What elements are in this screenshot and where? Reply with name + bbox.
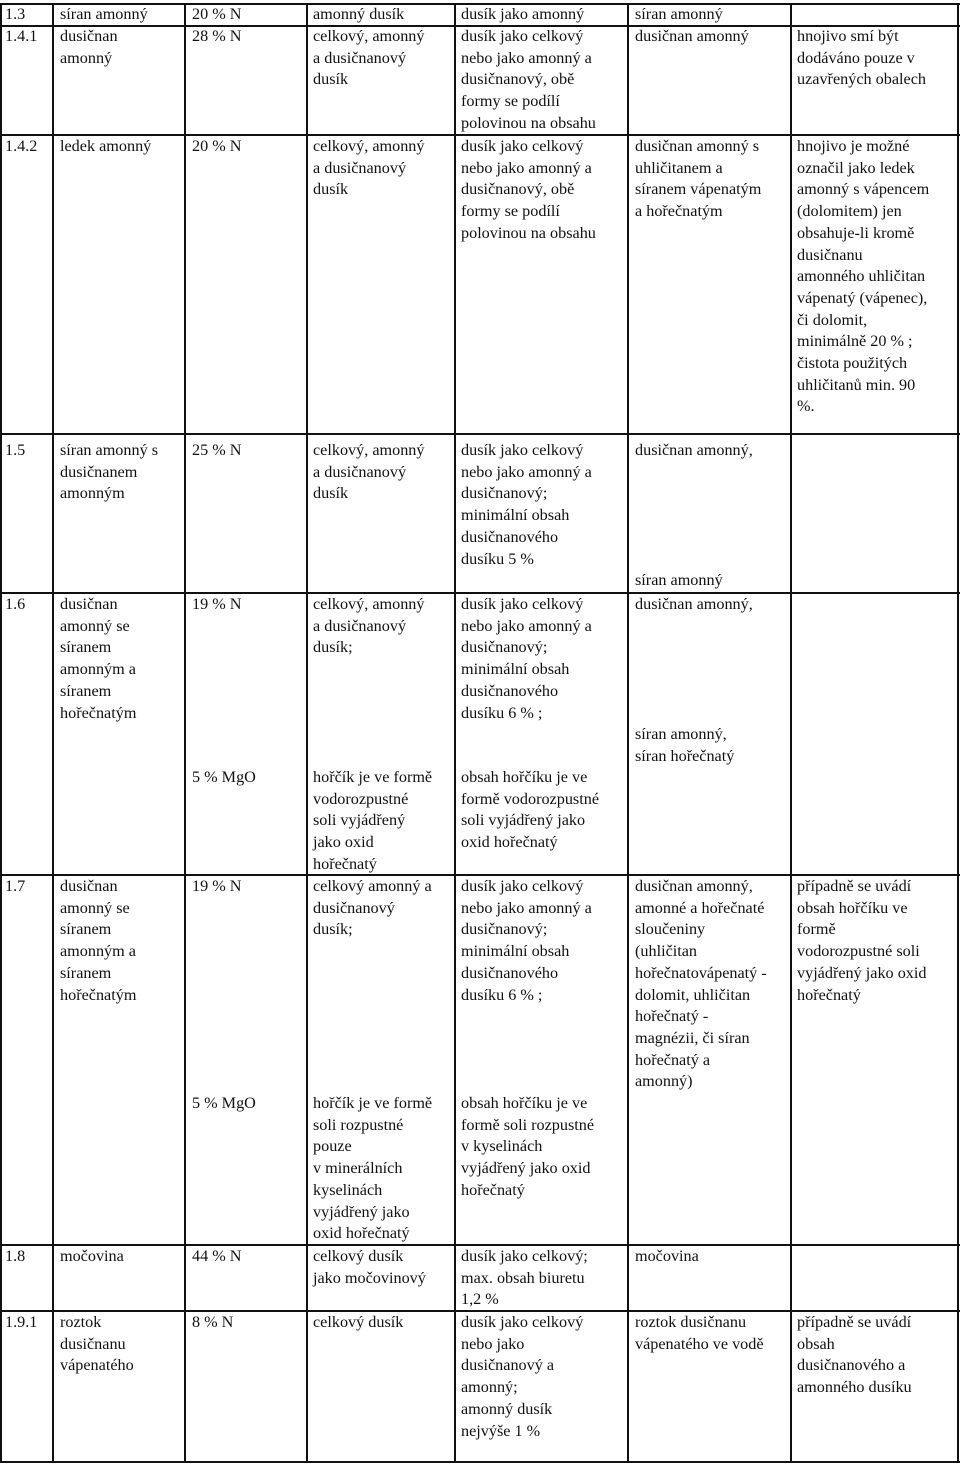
table-border-bottom xyxy=(0,1461,960,1463)
fertilizer-type-cell: ledek amonný xyxy=(60,137,152,155)
nutrient-content-cell: 8 % N xyxy=(192,1313,234,1331)
item-number-cell: 1.5 xyxy=(5,441,26,459)
fertilizer-type-cell: síran amonný s dusičnanem amonným xyxy=(60,441,159,503)
composition-cell: roztok dusičnanu vápenatého ve vodě xyxy=(635,1313,764,1353)
fertilizer-type-cell: roztok dusičnanu vápenatého xyxy=(60,1313,134,1375)
nutrient-content-cell: 28 % N xyxy=(192,27,242,45)
declaration-cell: dusík jako celkový nebo jako amonný a dusičnanový; minimální obsah dusičnanového dusíku 5 % xyxy=(461,441,592,568)
declaration-cell: dusík jako celkový nebo jako amonný a dusičnanový, obě formy se podílí polovinou na obsahu xyxy=(461,27,596,132)
nitrogen-form-cell: hořčík je ve formě vodorozpustné soli vyjádřený jako oxid hořečnatý xyxy=(313,768,433,873)
nutrient-content-cell: 5 % MgO xyxy=(192,1094,256,1112)
composition-cell: dusičnan amonný, xyxy=(635,595,753,613)
nitrogen-form-cell: celkový dusík xyxy=(313,1313,404,1331)
declaration-cell: dusík jako celkový nebo jako amonný a dusičnanový; minimální obsah dusičnanového dusíku 6 % ; xyxy=(461,595,592,722)
note-cell: případně se uvádí obsah dusičnanového a amonného dusíku xyxy=(797,1313,912,1397)
declaration-cell: dusík jako celkový; max. obsah biuretu 1,2 % xyxy=(461,1247,588,1309)
composition-cell: močovina xyxy=(635,1247,699,1265)
declaration-cell: obsah hořčíku je ve formě soli rozpustné v kyselinách vyjádřený jako oxid hořečnatý xyxy=(461,1094,595,1199)
nutrient-content-cell: 19 % N xyxy=(192,595,242,613)
nutrient-content-cell: 20 % N xyxy=(192,5,242,23)
nutrient-content-cell: 44 % N xyxy=(192,1247,242,1265)
composition-cell: síran amonný xyxy=(635,571,723,589)
item-number-cell: 1.3 xyxy=(5,5,26,23)
item-number-cell: 1.8 xyxy=(5,1247,26,1265)
row-divider xyxy=(0,433,960,435)
nitrogen-form-cell: celkový, amonný a dusičnanový dusík xyxy=(313,137,425,199)
nitrogen-form-cell: hořčík je ve formě soli rozpustné pouze v minerálních kyselinách vyjádřený jako oxid hořečnatý xyxy=(313,1094,433,1243)
fertilizer-type-cell: dusičnan amonný se síranem amonným a síranem hořečnatým xyxy=(60,595,137,722)
composition-cell: dusičnan amonný s uhličitanem a síranem vápenatým a hořečnatým xyxy=(635,137,762,221)
declaration-cell: obsah hořčíku je ve formě vodorozpustné soli vyjádřený jako oxid hořečnatý xyxy=(461,768,600,852)
nutrient-content-cell: 5 % MgO xyxy=(192,768,256,786)
composition-cell: dusičnan amonný, xyxy=(635,441,753,459)
nitrogen-form-cell: celkový dusík jako močovinový xyxy=(313,1247,426,1287)
nitrogen-form-cell: celkový amonný a dusičnanový dusík; xyxy=(313,877,432,939)
nitrogen-form-cell: amonný dusík xyxy=(313,5,405,23)
note-cell: případně se uvádí obsah hořčíku ve formě vodorozpustné soli vyjádřený jako oxid hořečnatý xyxy=(797,877,927,1004)
composition-cell: síran amonný xyxy=(635,5,723,23)
fertilizer-type-cell: močovina xyxy=(60,1247,124,1265)
declaration-cell: dusík jako amonný xyxy=(461,5,585,23)
composition-cell: síran amonný, síran hořečnatý xyxy=(635,725,735,765)
declaration-cell: dusík jako celkový nebo jako amonný a dusičnanový; minimální obsah dusičnanového dusíku 6 % ; xyxy=(461,877,592,1004)
item-number-cell: 1.9.1 xyxy=(5,1313,38,1331)
nitrogen-form-cell: celkový, amonný a dusičnanový dusík; xyxy=(313,595,425,657)
note-cell: hnojivo je možné označil jako ledek amonný s vápencem (dolomitem) jen obsahuje-li kromě dusičnanu amonného uhličitan vápenatý (vápenec), či dolomit, minimálně 20 % ; čistota použitých uhličitanů min. 90 %. xyxy=(797,137,930,416)
item-number-cell: 1.7 xyxy=(5,877,26,895)
composition-cell: dusičnan amonný, amonné a hořečnaté sloučeniny (uhličitan hořečnatovápenatý - dolomit, uhličitan hořečnatý - magnézii, či síran hořečnatý a amonný) xyxy=(635,877,767,1091)
item-number-cell: 1.4.2 xyxy=(5,137,38,155)
nutrient-content-cell: 19 % N xyxy=(192,877,242,895)
fertilizer-type-cell: dusičnan amonný xyxy=(60,27,118,67)
item-number-cell: 1.6 xyxy=(5,595,26,613)
nutrient-content-cell: 25 % N xyxy=(192,441,242,459)
nutrient-content-cell: 20 % N xyxy=(192,137,242,155)
fertilizer-type-cell: síran amonný xyxy=(60,5,148,23)
nitrogen-form-cell: celkový, amonný a dusičnanový dusík xyxy=(313,27,425,89)
declaration-cell: dusík jako celkový nebo jako amonný a dusičnanový, obě formy se podílí polovinou na obsahu xyxy=(461,137,596,242)
item-number-cell: 1.4.1 xyxy=(5,27,38,45)
composition-cell: dusičnan amonný xyxy=(635,27,749,45)
declaration-cell: dusík jako celkový nebo jako dusičnanový a amonný; amonný dusík nejvýše 1 % xyxy=(461,1313,584,1440)
note-cell: hnojivo smí být dodáváno pouze v uzavřených obalech xyxy=(797,27,926,89)
nitrogen-form-cell: celkový, amonný a dusičnanový dusík xyxy=(313,441,425,503)
fertilizer-type-cell: dusičnan amonný se síranem amonným a síranem hořečnatým xyxy=(60,877,137,1004)
